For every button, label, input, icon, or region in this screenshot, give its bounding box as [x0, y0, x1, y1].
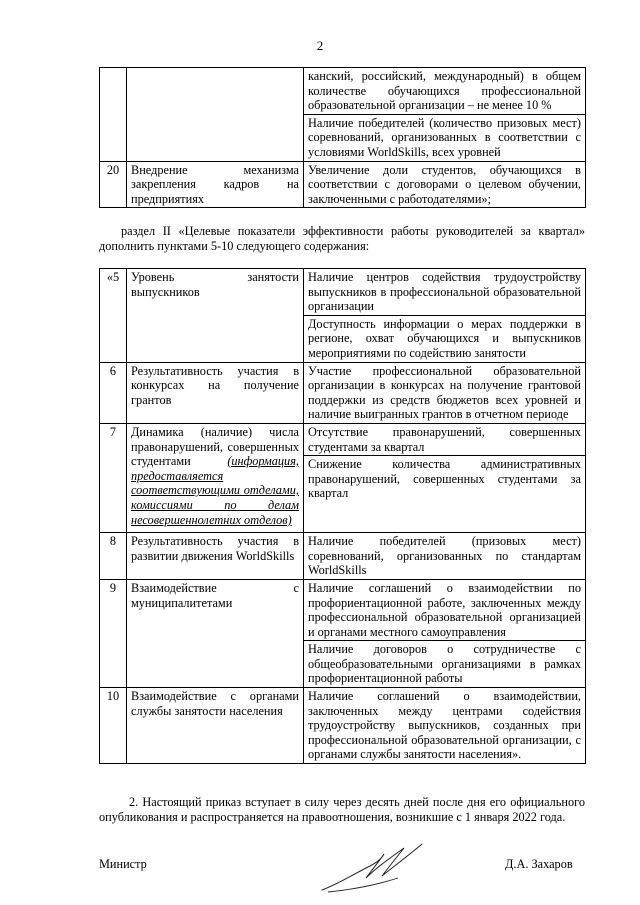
criteria-table	[99, 268, 586, 764]
indicator-cell: Наличие центров содействия трудоустройству выпускников в профессиональной образовательной организации	[304, 269, 586, 316]
intro-paragraph: раздел II «Целевые показатели эффективности работы руководителей за квартал» дополнить пунктами 5-10 следующего содержания:	[99, 224, 585, 253]
row-number: 8	[100, 533, 127, 580]
criterion-cell: Взаимодействие с органами службы занятости населения	[127, 688, 304, 764]
closing-paragraph: 2. Настоящий приказ вступает в силу через десять дней после дня его официального опубликования и распространяется на правоотношения, возникшие с 1 января 2022 года.	[99, 795, 585, 824]
criterion-note: (информация, предоставляется соответствующими отделами, комиссиями по делам несовершеннолетних отделов)	[131, 454, 299, 527]
criterion-cell: Результативность участия в развитии движения WorldSkills	[127, 533, 304, 580]
indicator-cell: Наличие победителей (призовых мест) соревнований, организованных по стандартам WorldSkills	[304, 533, 586, 580]
row-number: «5	[100, 269, 127, 363]
row-number	[100, 68, 127, 162]
row-number: 7	[100, 423, 127, 532]
table-row	[100, 269, 586, 316]
criterion-cell	[127, 423, 304, 532]
table-row	[100, 362, 586, 423]
table-row	[100, 579, 586, 640]
table-row	[100, 161, 586, 208]
indicator-cell: Увеличение доли студентов, обучающихся в соответствии с договорами о целевом обучении, заключенными с работодателями»;	[304, 161, 586, 208]
criterion-cell: Взаимодействие с муниципалитетами	[127, 579, 304, 687]
row-number: 20	[100, 161, 127, 208]
row-number: 10	[100, 688, 127, 764]
indicator-cell: Участие профессиональной образовательной организации в конкурсах на получение грантовой поддержки из средств бюджетов всех уровней и наличие выигранных грантов в отчетном периоде	[304, 362, 586, 423]
row-number: 6	[100, 362, 127, 423]
table-row	[100, 423, 586, 455]
indicator-cell: Наличие соглашений о взаимодействии по профориентационной работе, заключенных между профессиональной образовательной организацией и органами местного самоуправления	[304, 579, 586, 640]
page-number: 2	[316, 38, 324, 53]
criterion-text: Динамика (наличие) числа правонарушений, совершенных студентами	[131, 424, 299, 469]
table-row	[100, 68, 586, 115]
criterion-cell: Результативность участия в конкурсах на получение грантов	[127, 362, 304, 423]
indicator-cell: Наличие соглашений о взаимодействии, заключенных между центрами содействия трудоустройству выпускников, созданных при профессиональной образовательной организации, с органами службы занятости населения».	[304, 688, 586, 764]
indicator-cell: Наличие договоров о сотрудничестве с общеобразовательными организациями в рамках профориентационной работы	[304, 641, 586, 688]
criterion-cell	[127, 68, 304, 162]
handwritten-signature	[318, 838, 428, 898]
signatory-position: Министр	[99, 857, 147, 871]
indicator-cell: Отсутствие правонарушений, совершенных студентами за квартал	[304, 423, 586, 455]
indicator-cell: Наличие победителей (количество призовых мест) соревнований, организованных в соответствии с условиями WorldSkills, всех уровней	[304, 114, 586, 161]
criterion-cell: Внедрение механизма закрепления кадров на предприятиях	[127, 161, 304, 208]
indicator-cell: канский, российский, международный) в общем количестве обучающихся профессиональной образовательной организации – не менее 10 %	[304, 68, 586, 115]
indicator-cell: Снижение количества административных правонарушений, совершенных студентами за квартал	[304, 456, 586, 533]
criteria-table-continued	[99, 67, 586, 208]
row-number: 9	[100, 579, 127, 687]
table-row	[100, 688, 586, 764]
criterion-cell: Уровень занятости выпускников	[127, 269, 304, 363]
table-row	[100, 533, 586, 580]
indicator-cell: Доступность информации о мерах поддержки в регионе, охват обучающихся и выпускников мероприятиями по содействию занятости	[304, 315, 586, 362]
signatory-name: Д.А. Захаров	[505, 857, 573, 871]
